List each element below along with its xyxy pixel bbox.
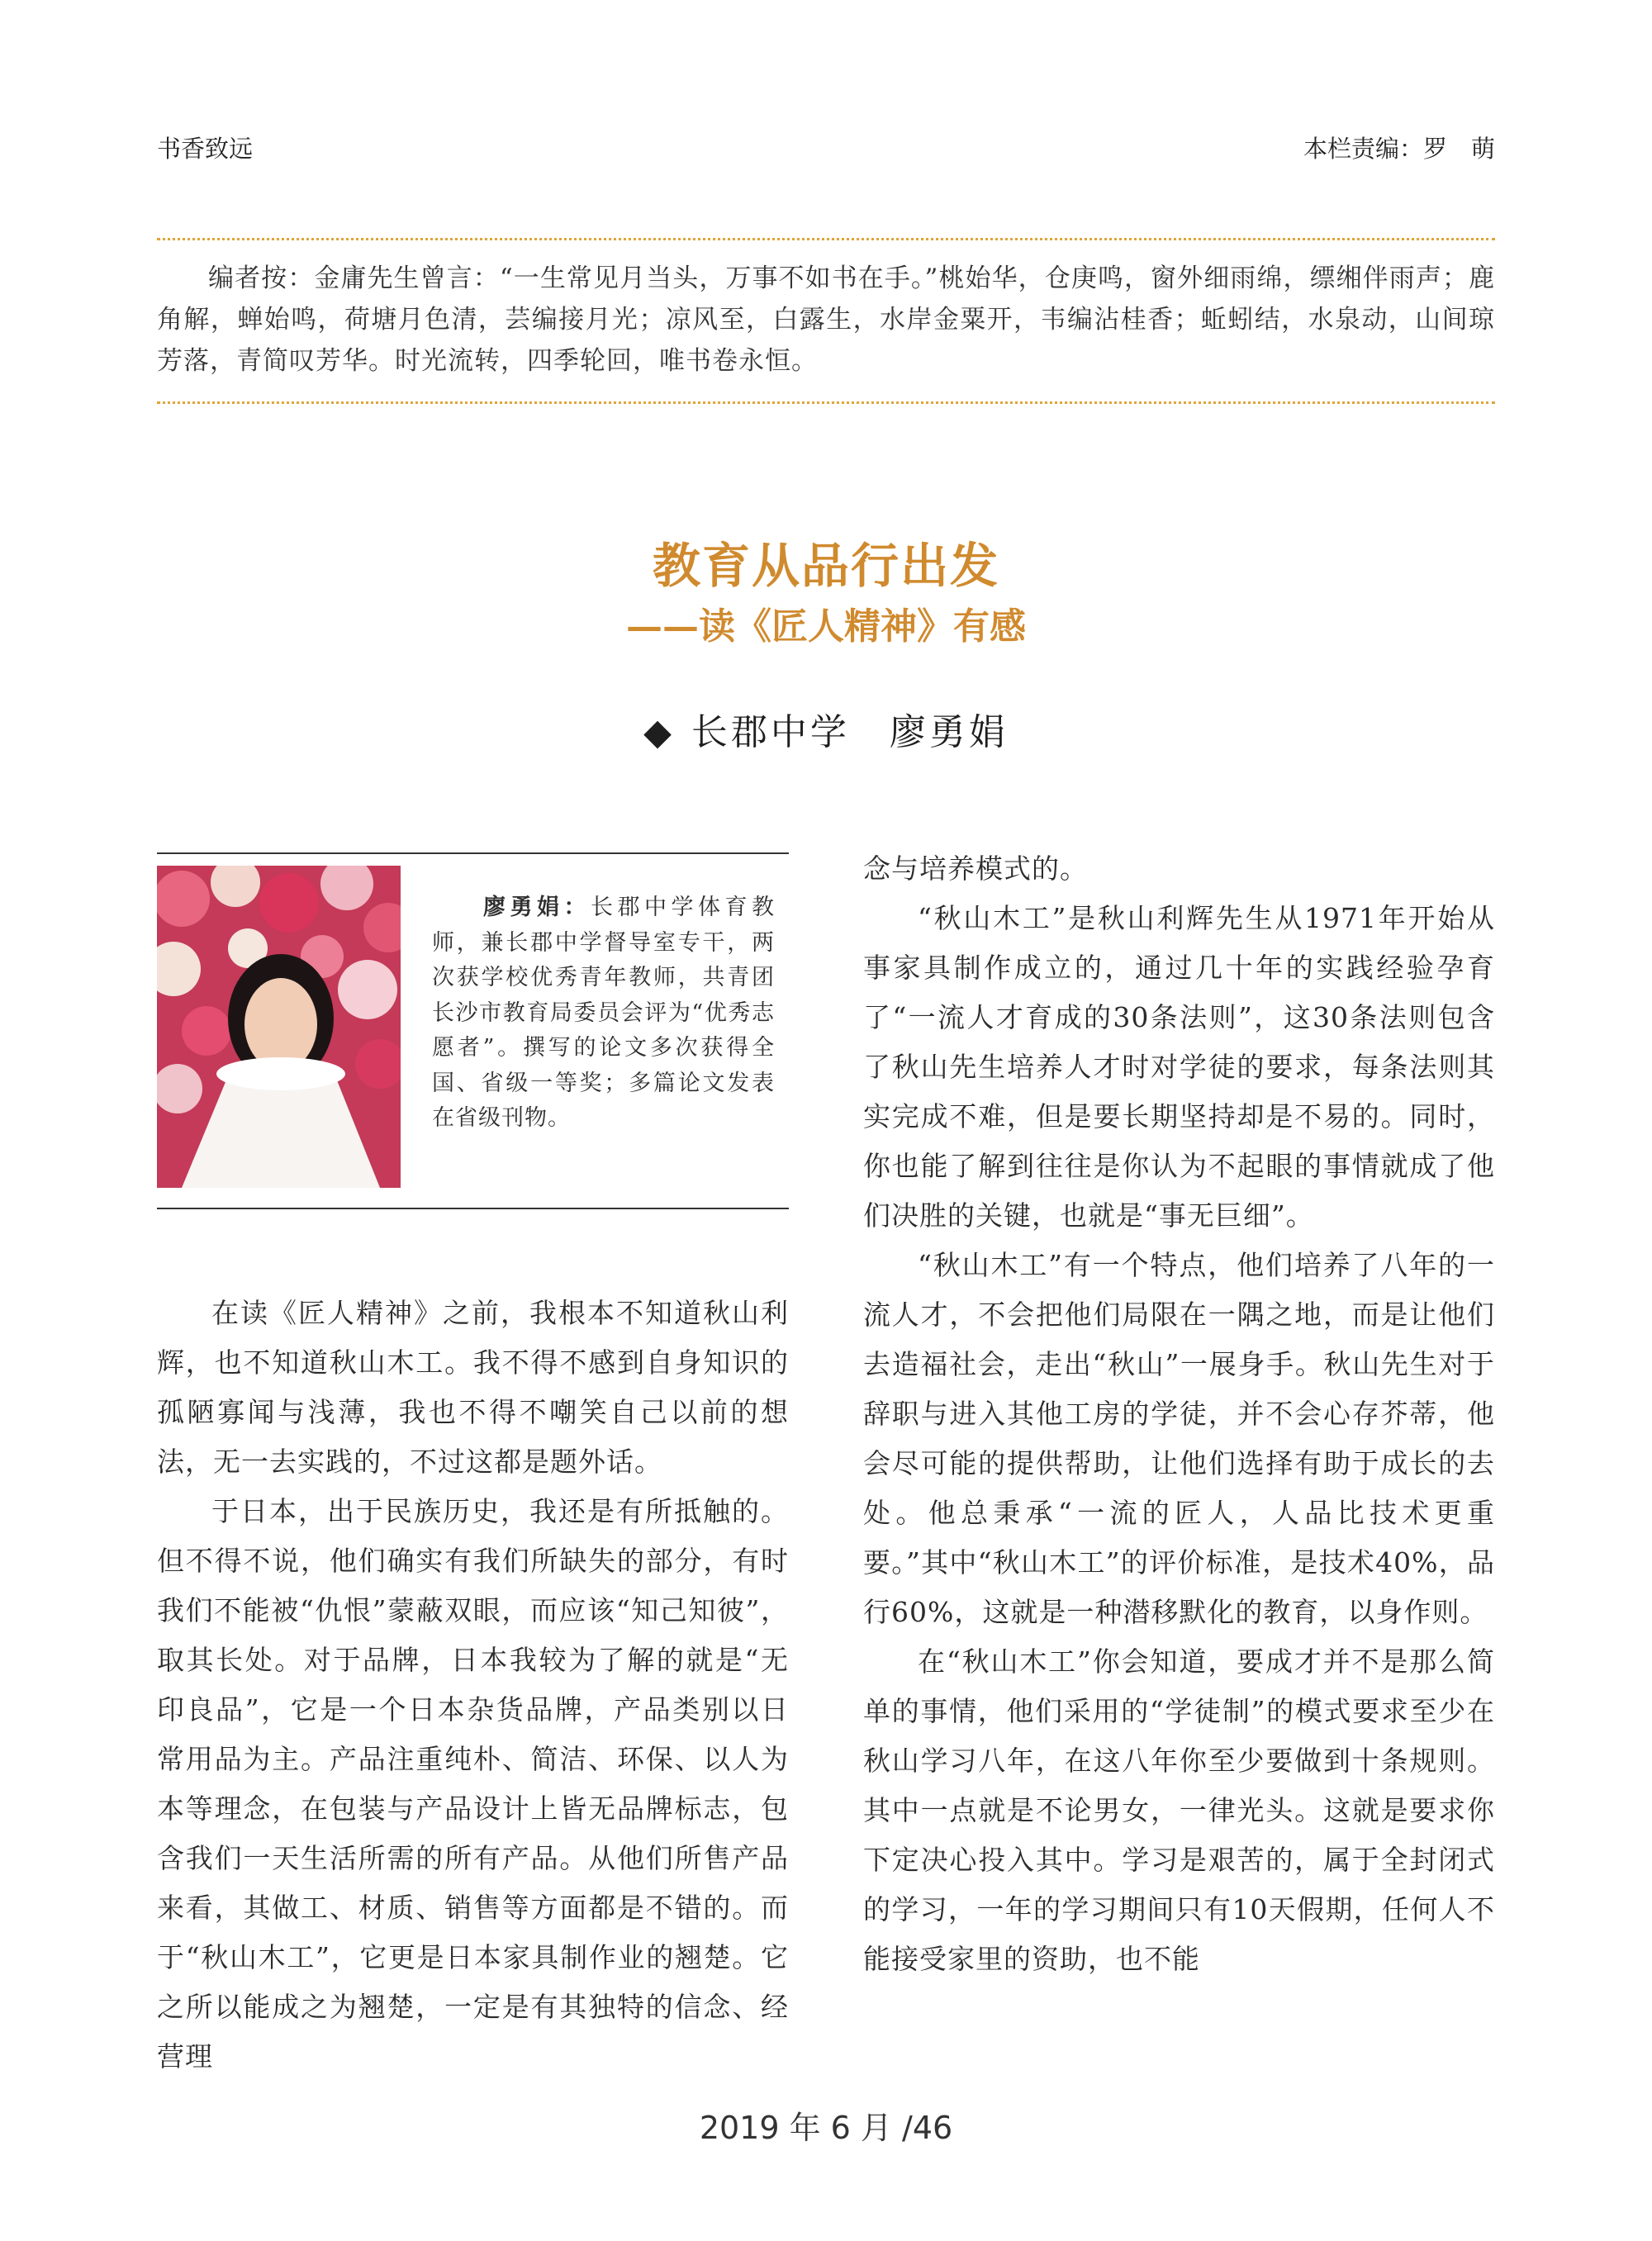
- author-bio-name: 廖勇娟：: [483, 895, 591, 920]
- body-paragraph: “秋山木工”有一个特点，他们培养了八年的一流人才，不会把他们局限在一隅之地，而是让他们去造福社会，走出“秋山”一展身手。秋山先生对于辞职与进入其他工房的学徒，并不会心存芥蒂，他会尽可能的提供帮助，让他们选择有助于成长的去处。他总秉承“一流的匠人，人品比技术更重要。”其中“秋山木工”的评价标准，是技术40%，品行60%，这就是一种潜移默化的教育，以身作则。: [863, 1249, 1495, 1628]
- bio-top-rule: [157, 852, 789, 854]
- body-paragraph-continued: 念与培养模式的。: [863, 852, 1088, 885]
- body-paragraph: 在“秋山木工”你会知道，要成才并不是那么简单的事情，他们采用的“学徒制”的模式要求至少在秋山学习八年，在这八年你至少要做到十条规则。其中一点就是不论男女，一律光头。这就是要求你下定决心投入其中。学习是艰苦的，属于全封闭式的学习，一年的学习期间只有10天假期，任何人不能接受家里的资助，也不能: [863, 1645, 1495, 1975]
- byline-text: 长郡中学 廖勇娟: [691, 711, 1009, 753]
- diamond-bullet-icon: ◆: [643, 711, 675, 753]
- body-paragraph: “秋山木工”是秋山利辉先生从1971年开始从事家具制作成立的，通过几十年的实践经验孕育了“一流人才育成的30条法则”，这30条法则包含了秋山先生培养人才时对学徒的要求，每条法则其实完成不难，但是要长期坚持却是不易的。同时，你也能了解到往往是你认为不起眼的事情就成了他们决胜的关键，也就是“事无巨细”。: [863, 902, 1495, 1232]
- byline: [0, 702, 1652, 755]
- article-title: 教育从品行出发: [652, 538, 999, 594]
- top-dotted-divider: [157, 238, 1495, 240]
- body-paragraph: 于日本，出于民族历史，我还是有所抵触的。但不得不说，他们确实有我们所缺失的部分，有时我们不能被“仇恨”蒙蔽双眼，而应该“知己知彼”，取其长处。对于品牌，日本我较为了解的就是“无印良品”，它是一个日本杂货品牌，产品类别以日常用品为主。产品注重纯朴、简洁、环保、以人为本等理念，在包装与产品设计上皆无品牌标志，包含我们一天生活所需的所有产品。从他们所售产品来看，其做工、材质、销售等方面都是不错的。而于“秋山木工”，它更是日本家具制作业的翘楚。它之所以能成之为翘楚，一定是有其独特的信念、经营理: [157, 1495, 789, 2072]
- body-column-right: [863, 844, 1495, 1984]
- section-name: 书香致远: [157, 135, 254, 163]
- author-bio-text: 长郡中学体育教师，兼长郡中学督导室专干，两次获学校优秀青年教师，共青团长沙市教育局委员会评为“优秀志愿者”。撰写的论文多次获得全国、省级一等奖；多篇论文发表在省级刊物。: [432, 895, 775, 1131]
- body-column-left: [157, 1289, 789, 2082]
- author-photo: [157, 866, 401, 1188]
- page-footer: 2019 年 6 月 /46: [699, 2110, 953, 2146]
- editor-note: 编者按：金庸先生曾言：“一生常见月当头，万事不如书在手。”桃始华，仓庚鸣，窗外细雨绵，缥缃伴雨声；鹿角解，蝉始鸣，荷塘月色清，芸编接月光；凉风至，白露生，水岸金粟开，韦编沾桂香；蚯蚓结，水泉动，山间琼芳落，青简叹芳华。时光流转，四季轮回，唯书卷永恒。: [157, 264, 1495, 376]
- bio-bottom-rule: [157, 1208, 789, 1209]
- article-subtitle: ——读《匠人精神》有感: [626, 605, 1026, 648]
- body-paragraph: 在读《匠人精神》之前，我根本不知道秋山利辉，也不知道秋山木工。我不得不感到自身知识的孤陋寡闻与浅薄，我也不得不嘲笑自己以前的想法，无一去实践的，不过这都是题外话。: [157, 1297, 789, 1478]
- column-editor: 本栏责编：罗 萌: [1303, 135, 1495, 163]
- author-bio: [432, 890, 775, 1137]
- bottom-dotted-divider: [157, 401, 1495, 404]
